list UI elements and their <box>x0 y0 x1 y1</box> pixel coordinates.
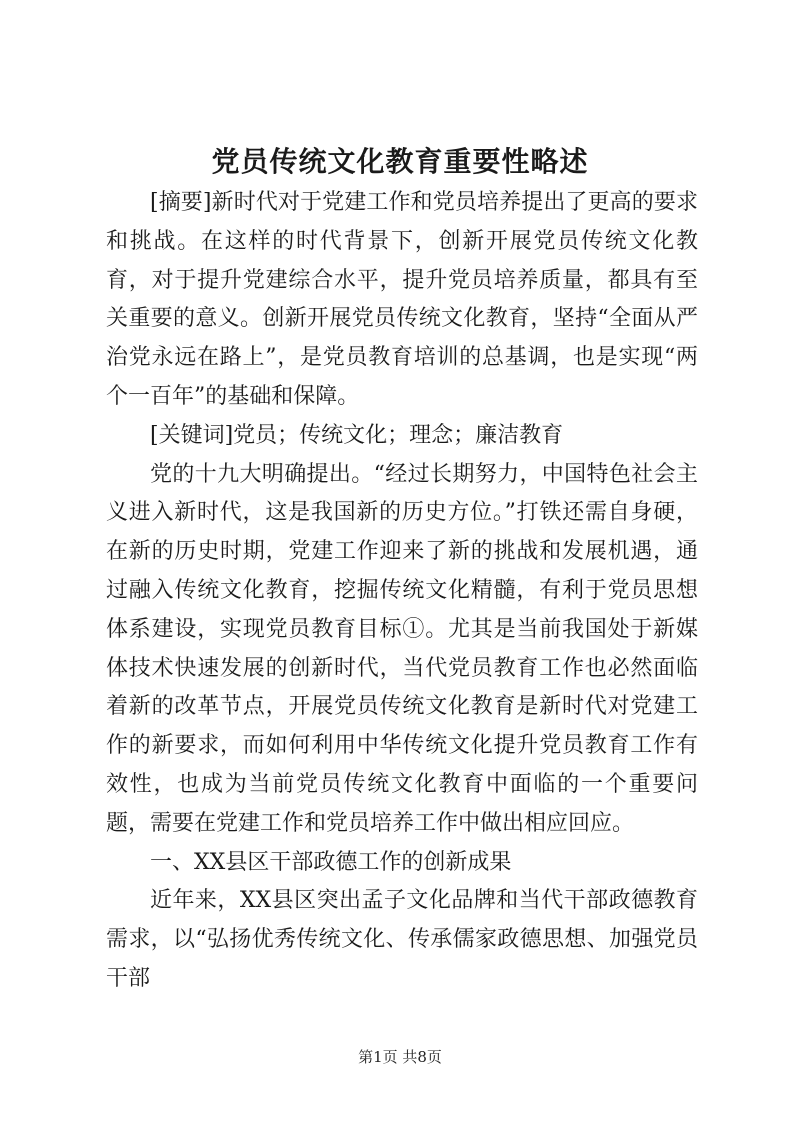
section-paragraph: 近年来，XX县区突出孟子文化品牌和当代干部政德教育需求，以“弘扬优秀传统文化、传承儒家政德思想、加强党员干部 <box>106 888 698 991</box>
section-heading: 一、XX县区干部政德工作的创新成果 <box>150 849 512 875</box>
document-title: 党员传统文化教育重要性略述 <box>211 145 589 178</box>
intro-paragraph: 党的十九大明确提出。“经过长期努力，中国特色社会主义进入新时代，这是我国新的历史方位。”打铁还需自身硬，在新的历史时期，党建工作迎来了新的挑战和发展机遇，通过融入传统文化教育，挖掘传统文化精髓，有利于党员思想体系建设，实现党员教育目标①。尤其是当前我国处于新媒体技术快速发展的创新时代，当代党员教育工作也必然面临着新的改革节点，开展党员传统文化教育是新时代对党建工作的新要求，而如何利用中华传统文化提升党员教育工作有效性，也成为当前党员传统文化教育中面临的一个重要问题，需要在党建工作和党员培养工作中做出相应回应。 <box>106 461 698 836</box>
document-body <box>106 184 698 999</box>
keywords-paragraph: [关键词]党员；传统文化；理念；廉洁教育 <box>150 422 564 448</box>
abstract-paragraph: [摘要]新时代对于党建工作和党员培养提出了更高的要求和挑战。在这样的时代背景下，创新开展党员传统文化教育，对于提升党建综合水平，提升党员培养质量，都具有至关重要的意义。创新开展党员传统文化教育，坚持“全面从严治党永远在路上”，是党员教育培训的总基调，也是实现“两个一百年”的基础和保障。 <box>106 190 698 409</box>
page-footer: 第1页 共8页 <box>358 1048 442 1066</box>
